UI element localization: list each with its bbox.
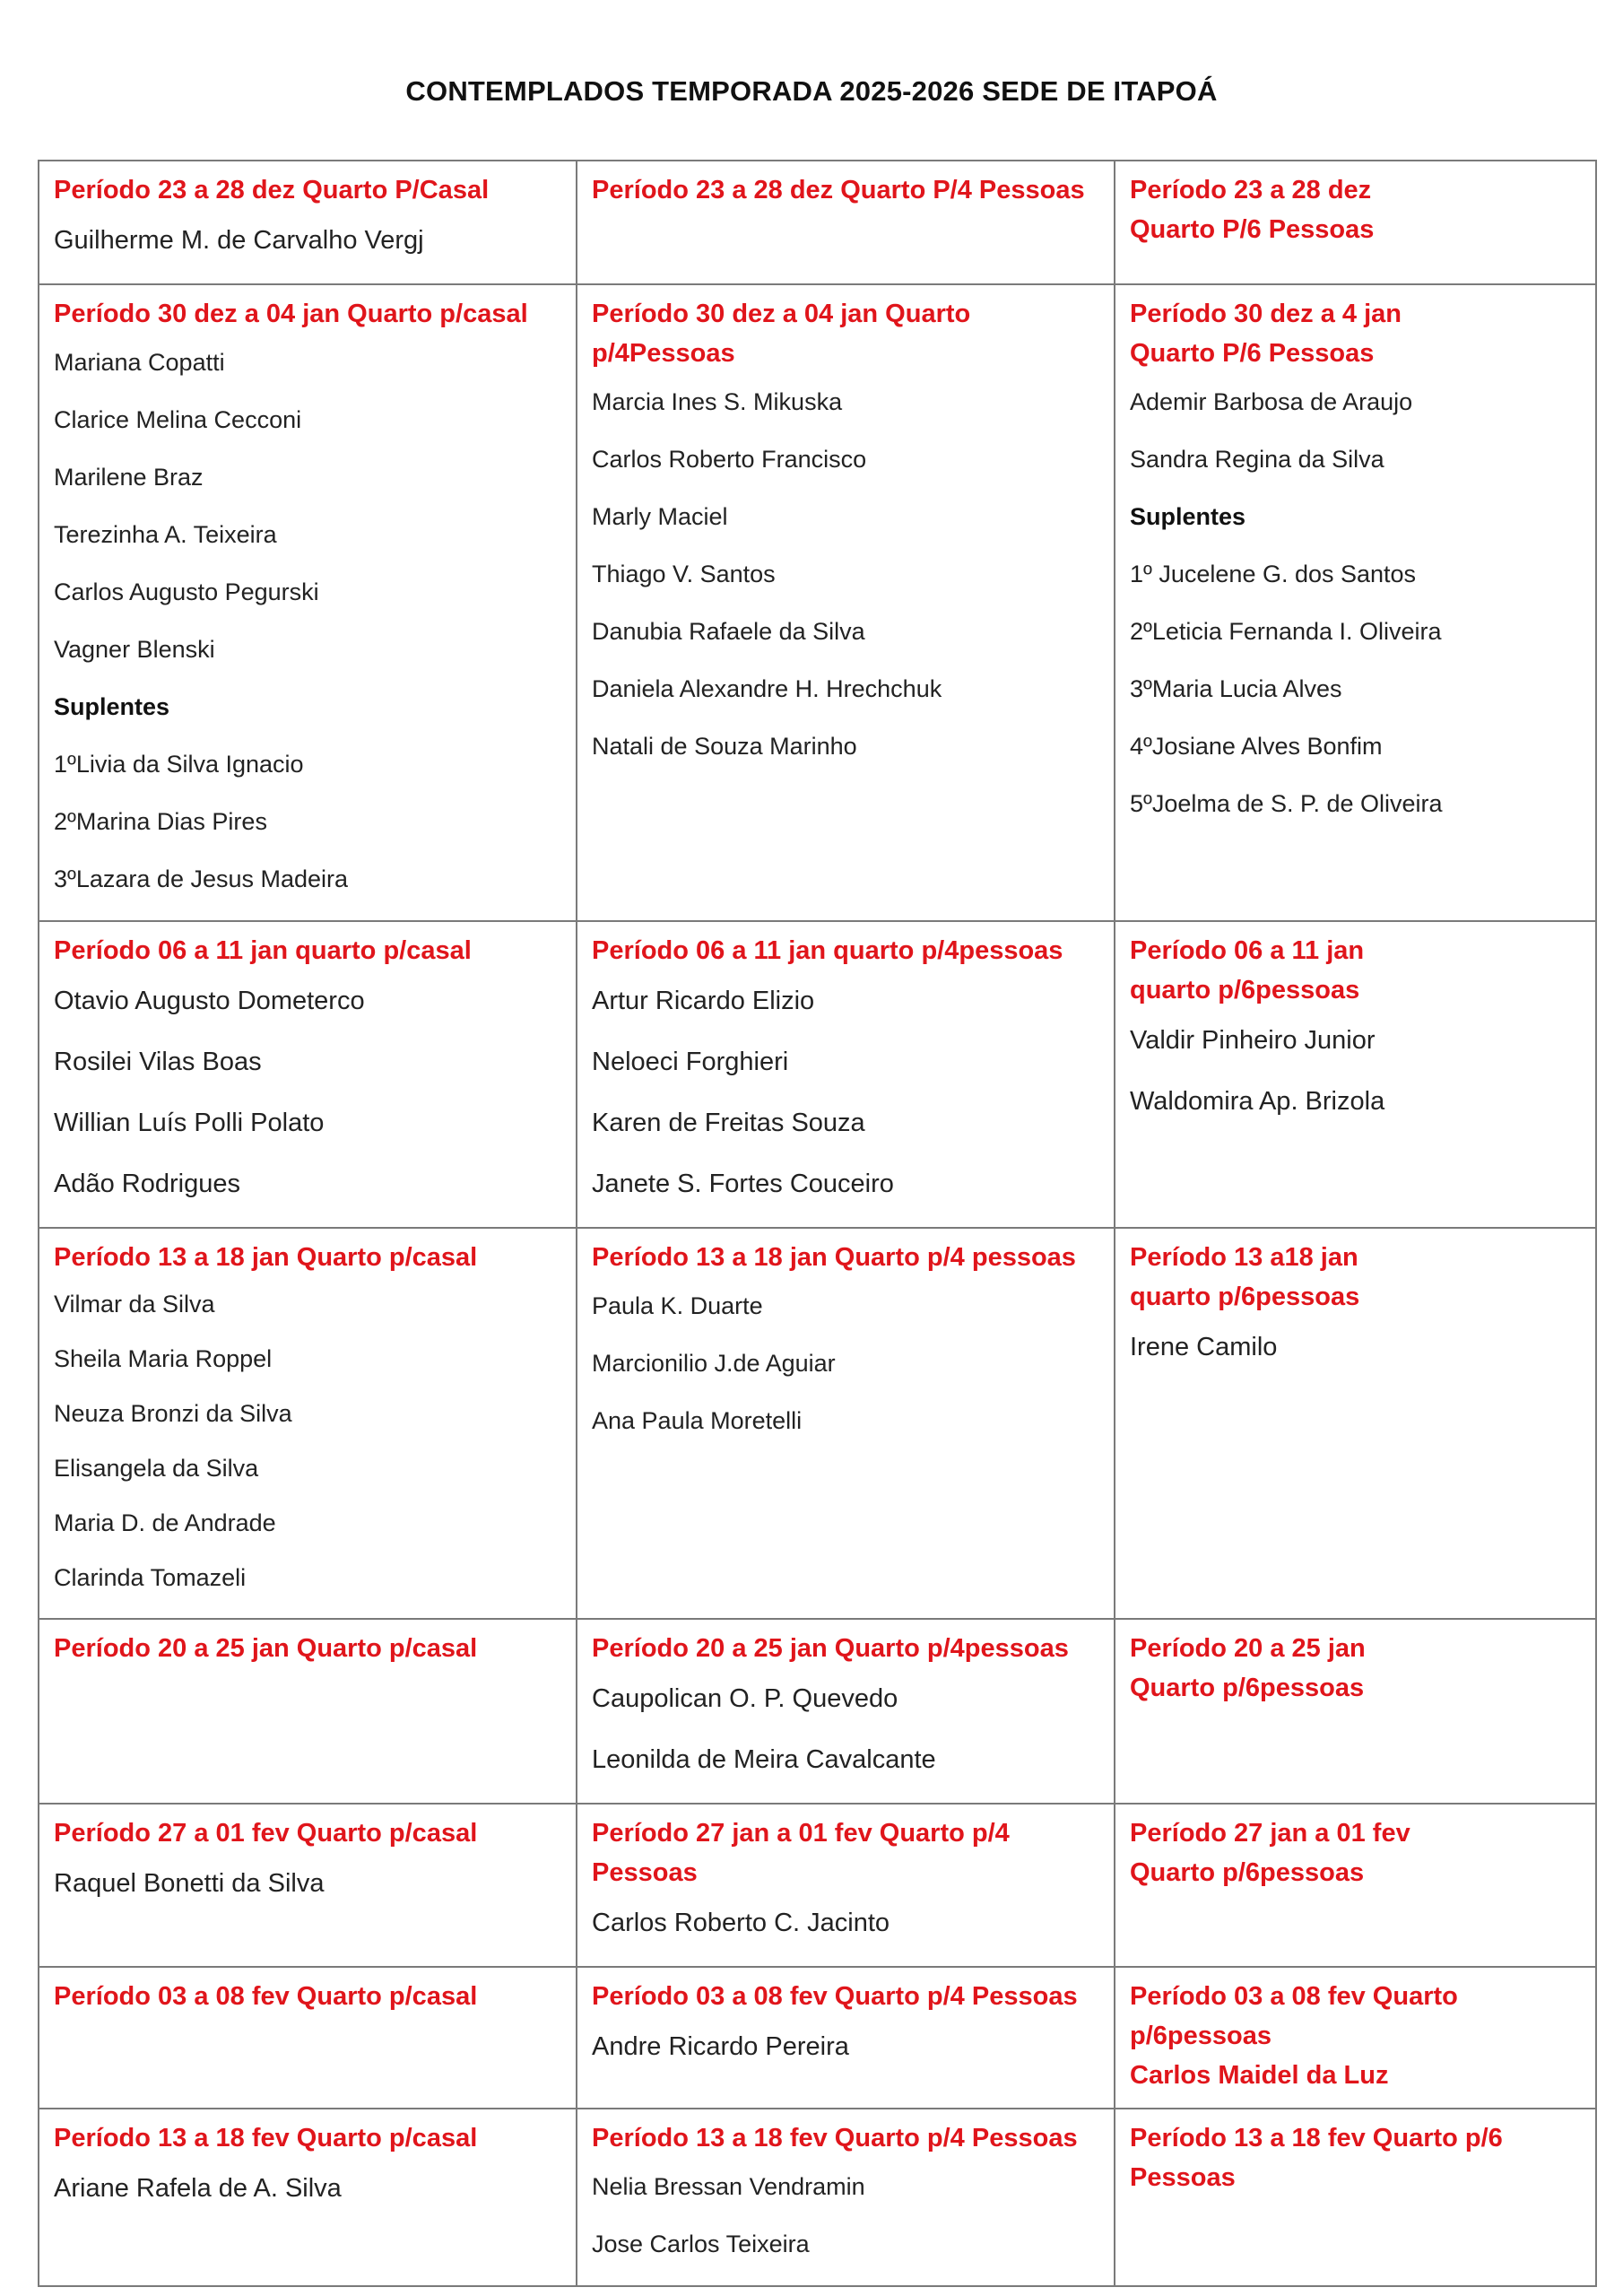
names-list (54, 210, 561, 271)
period-heading (54, 294, 561, 334)
period-heading-line: Período 03 a 08 fev Quarto p/casal (54, 1982, 478, 2011)
period-heading-line: Quarto P/6 Pessoas (1130, 215, 1375, 244)
period-heading-line: p/6pessoas (1130, 2022, 1271, 2050)
table-cell (577, 1619, 1115, 1804)
table-row (39, 284, 1596, 921)
list-item: Raquel Bonetti da Silva (54, 1869, 325, 1898)
period-heading (54, 1977, 561, 2016)
period-heading-line: Período 30 dez a 4 jan (1130, 300, 1402, 328)
document-title: CONTEMPLADOS TEMPORADA 2025-2026 SEDE DE ITAPOÁ (405, 75, 1218, 107)
list-item: Guilherme M. de Carvalho Vergj (54, 226, 424, 255)
list-item: Daniela Alexandre H. Hrechchuk (592, 675, 942, 702)
period-heading (592, 1813, 1099, 1892)
list-item: 1ºLivia da Silva Ignacio (54, 751, 304, 778)
period-heading-line: Quarto P/6 Pessoas (1130, 339, 1375, 368)
contemplados-table (38, 160, 1597, 2287)
list-item: Carlos Roberto Francisco (592, 446, 867, 473)
list-item: Nelia Bressan Vendramin (592, 2173, 865, 2200)
period-heading-line: Período 23 a 28 dez Quarto P/Casal (54, 176, 490, 204)
table-cell (39, 1967, 577, 2109)
list-item: Karen de Freitas Souza (592, 1109, 865, 1137)
period-heading-line: Período 03 a 08 fev Quarto (1130, 1982, 1458, 2011)
names-list (54, 1853, 561, 1914)
table-cell (1115, 1967, 1596, 2109)
list-item: Thiago V. Santos (592, 561, 776, 587)
table-row (39, 1967, 1596, 2109)
list-item: Carlos Roberto C. Jacinto (592, 1909, 890, 1937)
table-cell (1115, 284, 1596, 921)
table-cell (577, 921, 1115, 1228)
list-item: Clarinda Tomazeli (54, 1564, 247, 1591)
table-cell (577, 284, 1115, 921)
list-item: Irene Camilo (1130, 1333, 1278, 1361)
names-list (592, 2158, 1099, 2273)
period-heading-line: Pessoas (592, 1858, 698, 1887)
period-heading (592, 294, 1099, 373)
list-item: Ana Paula Moretelli (592, 1407, 803, 1434)
period-heading-line: Período 20 a 25 jan Quarto p/casal (54, 1634, 478, 1663)
suplentes-label: Suplentes (1130, 503, 1246, 530)
period-heading-line: p/4Pessoas (592, 339, 735, 368)
table-cell (1115, 1619, 1596, 1804)
names-list (592, 373, 1099, 775)
list-item: Carlos Augusto Pegurski (54, 578, 319, 605)
list-item: Maria D. de Andrade (54, 1509, 276, 1536)
names-list (592, 970, 1099, 1214)
table-row (39, 921, 1596, 1228)
period-heading-line: Período 06 a 11 jan quarto p/4pessoas (592, 936, 1063, 965)
list-item: Mariana Copatti (54, 349, 225, 376)
period-heading-line: Período 20 a 25 jan (1130, 1634, 1366, 1663)
table-cell (1115, 921, 1596, 1228)
names-list (1130, 1010, 1581, 1132)
list-item: 3ºLazara de Jesus Madeira (54, 865, 349, 892)
list-item: Rosilei Vilas Boas (54, 1048, 262, 1076)
period-heading (592, 2118, 1099, 2158)
table-cell (577, 2109, 1115, 2286)
names-list (592, 1277, 1099, 1449)
period-heading-line: Quarto p/6pessoas (1130, 1858, 1365, 1887)
names-list (592, 1668, 1099, 1790)
list-item: Danubia Rafaele da Silva (592, 618, 865, 645)
list-item: Waldomira Ap. Brizola (1130, 1087, 1385, 1116)
period-heading (1130, 2118, 1581, 2197)
names-list (54, 2158, 561, 2219)
list-item: Marilene Braz (54, 464, 204, 491)
table-cell (1115, 1228, 1596, 1619)
list-item: 2ºMarina Dias Pires (54, 808, 267, 835)
list-item: Artur Ricardo Elizio (592, 987, 815, 1015)
period-heading-line: Período 30 dez a 04 jan Quarto p/casal (54, 300, 528, 328)
period-heading-line: Período 20 a 25 jan Quarto p/4pessoas (592, 1634, 1069, 1663)
period-heading (1130, 1813, 1581, 1892)
list-item: 2ºLeticia Fernanda I. Oliveira (1130, 618, 1442, 645)
table-cell (39, 1619, 577, 1804)
table-cell (39, 921, 577, 1228)
period-heading-line: Carlos Maidel da Luz (1130, 2061, 1389, 2090)
period-heading (54, 170, 561, 210)
table-cell (1115, 161, 1596, 284)
period-heading-line: Período 13 a 18 fev Quarto p/6 (1130, 2124, 1503, 2152)
table-cell (577, 1804, 1115, 1967)
period-heading (1130, 1238, 1581, 1317)
list-item: Willian Luís Polli Polato (54, 1109, 325, 1137)
period-heading-line: quarto p/6pessoas (1130, 976, 1360, 1004)
list-item: 3ºMaria Lucia Alves (1130, 675, 1342, 702)
list-item: Sheila Maria Roppel (54, 1345, 273, 1372)
table-cell (1115, 2109, 1596, 2286)
period-heading-line: Período 27 a 01 fev Quarto p/casal (54, 1819, 478, 1848)
names-list (1130, 1317, 1581, 1378)
period-heading-line: Período 13 a 18 fev Quarto p/casal (54, 2124, 478, 2152)
list-item: Marcionilio J.de Aguiar (592, 1350, 836, 1377)
list-item: Caupolican O. P. Quevedo (592, 1684, 898, 1713)
period-heading (592, 1629, 1099, 1668)
names-list (54, 970, 561, 1214)
table-cell (577, 1228, 1115, 1619)
table-cell (39, 1804, 577, 1967)
list-item: Jose Carlos Teixeira (592, 2231, 810, 2257)
list-item: Ariane Rafela de A. Silva (54, 2174, 342, 2203)
period-heading-line: Período 30 dez a 04 jan Quarto (592, 300, 971, 328)
list-item: Natali de Souza Marinho (592, 733, 857, 760)
period-heading (1130, 931, 1581, 1010)
period-heading (54, 1629, 561, 1668)
table-cell (39, 1228, 577, 1619)
period-heading (592, 1238, 1099, 1277)
table-cell (39, 2109, 577, 2286)
period-heading-line: Período 13 a18 jan (1130, 1243, 1358, 1272)
names-list (592, 2016, 1099, 2077)
list-item: Leonilda de Meira Cavalcante (592, 1745, 936, 1774)
period-heading-line: Período 13 a 18 jan Quarto p/casal (54, 1243, 478, 1272)
period-heading (1130, 294, 1581, 373)
period-heading-line: quarto p/6pessoas (1130, 1283, 1360, 1311)
table-cell (577, 161, 1115, 284)
period-heading (54, 2118, 561, 2158)
list-item: 5ºJoelma de S. P. de Oliveira (1130, 790, 1443, 817)
period-heading-line: Período 23 a 28 dez (1130, 176, 1372, 204)
list-item: Terezinha A. Teixeira (54, 521, 277, 548)
list-item: Valdir Pinheiro Junior (1130, 1026, 1376, 1055)
names-list (1130, 373, 1581, 832)
list-item: Elisangela da Silva (54, 1455, 259, 1482)
list-item: 1º Jucelene G. dos Santos (1130, 561, 1417, 587)
list-item: Ademir Barbosa de Araujo (1130, 388, 1413, 415)
list-item: Marcia Ines S. Mikuska (592, 388, 843, 415)
period-heading (592, 1977, 1099, 2016)
list-item: Adão Rodrigues (54, 1170, 240, 1198)
names-list (592, 1892, 1099, 1953)
period-heading-line: Período 27 jan a 01 fev (1130, 1819, 1410, 1848)
table-cell (39, 284, 577, 921)
period-heading (592, 170, 1099, 210)
table-row (39, 2109, 1596, 2286)
list-item: Neloeci Forghieri (592, 1048, 789, 1076)
table-row (39, 1619, 1596, 1804)
table-cell (577, 1967, 1115, 2109)
list-item: 4ºJosiane Alves Bonfim (1130, 733, 1383, 760)
table-row (39, 161, 1596, 284)
table-cell (1115, 1804, 1596, 1967)
list-item: Marly Maciel (592, 503, 728, 530)
list-item: Vilmar da Silva (54, 1291, 215, 1318)
list-item: Neuza Bronzi da Silva (54, 1400, 292, 1427)
period-heading (1130, 1629, 1581, 1708)
period-heading-line: Período 06 a 11 jan (1130, 936, 1365, 965)
period-heading-line: Período 03 a 08 fev Quarto p/4 Pessoas (592, 1982, 1078, 2011)
table-row (39, 1228, 1596, 1619)
list-item: Clarice Melina Cecconi (54, 406, 302, 433)
period-heading-line: Pessoas (1130, 2163, 1236, 2192)
period-heading (54, 931, 561, 970)
period-heading-line: Período 06 a 11 jan quarto p/casal (54, 936, 472, 965)
table-row (39, 1804, 1596, 1967)
period-heading-line: Período 13 a 18 jan Quarto p/4 pessoas (592, 1243, 1076, 1272)
names-list (54, 334, 561, 908)
list-item: Sandra Regina da Silva (1130, 446, 1384, 473)
period-heading (54, 1238, 561, 1277)
list-item: Paula K. Duarte (592, 1292, 763, 1319)
period-heading-line: Quarto p/6pessoas (1130, 1674, 1365, 1702)
period-heading (1130, 1977, 1581, 2095)
period-heading (592, 931, 1099, 970)
list-item: Vagner Blenski (54, 636, 215, 663)
period-heading-line: Período 13 a 18 fev Quarto p/4 Pessoas (592, 2124, 1078, 2152)
period-heading-line: Período 23 a 28 dez Quarto P/4 Pessoas (592, 176, 1085, 204)
period-heading (54, 1813, 561, 1853)
suplentes-label: Suplentes (54, 693, 170, 720)
table-cell (39, 161, 577, 284)
names-list (54, 1277, 561, 1605)
list-item: Andre Ricardo Pereira (592, 2032, 849, 2061)
list-item: Janete S. Fortes Couceiro (592, 1170, 894, 1198)
list-item: Otavio Augusto Dometerco (54, 987, 365, 1015)
period-heading-line: Período 27 jan a 01 fev Quarto p/4 (592, 1819, 1010, 1848)
period-heading (1130, 170, 1581, 249)
